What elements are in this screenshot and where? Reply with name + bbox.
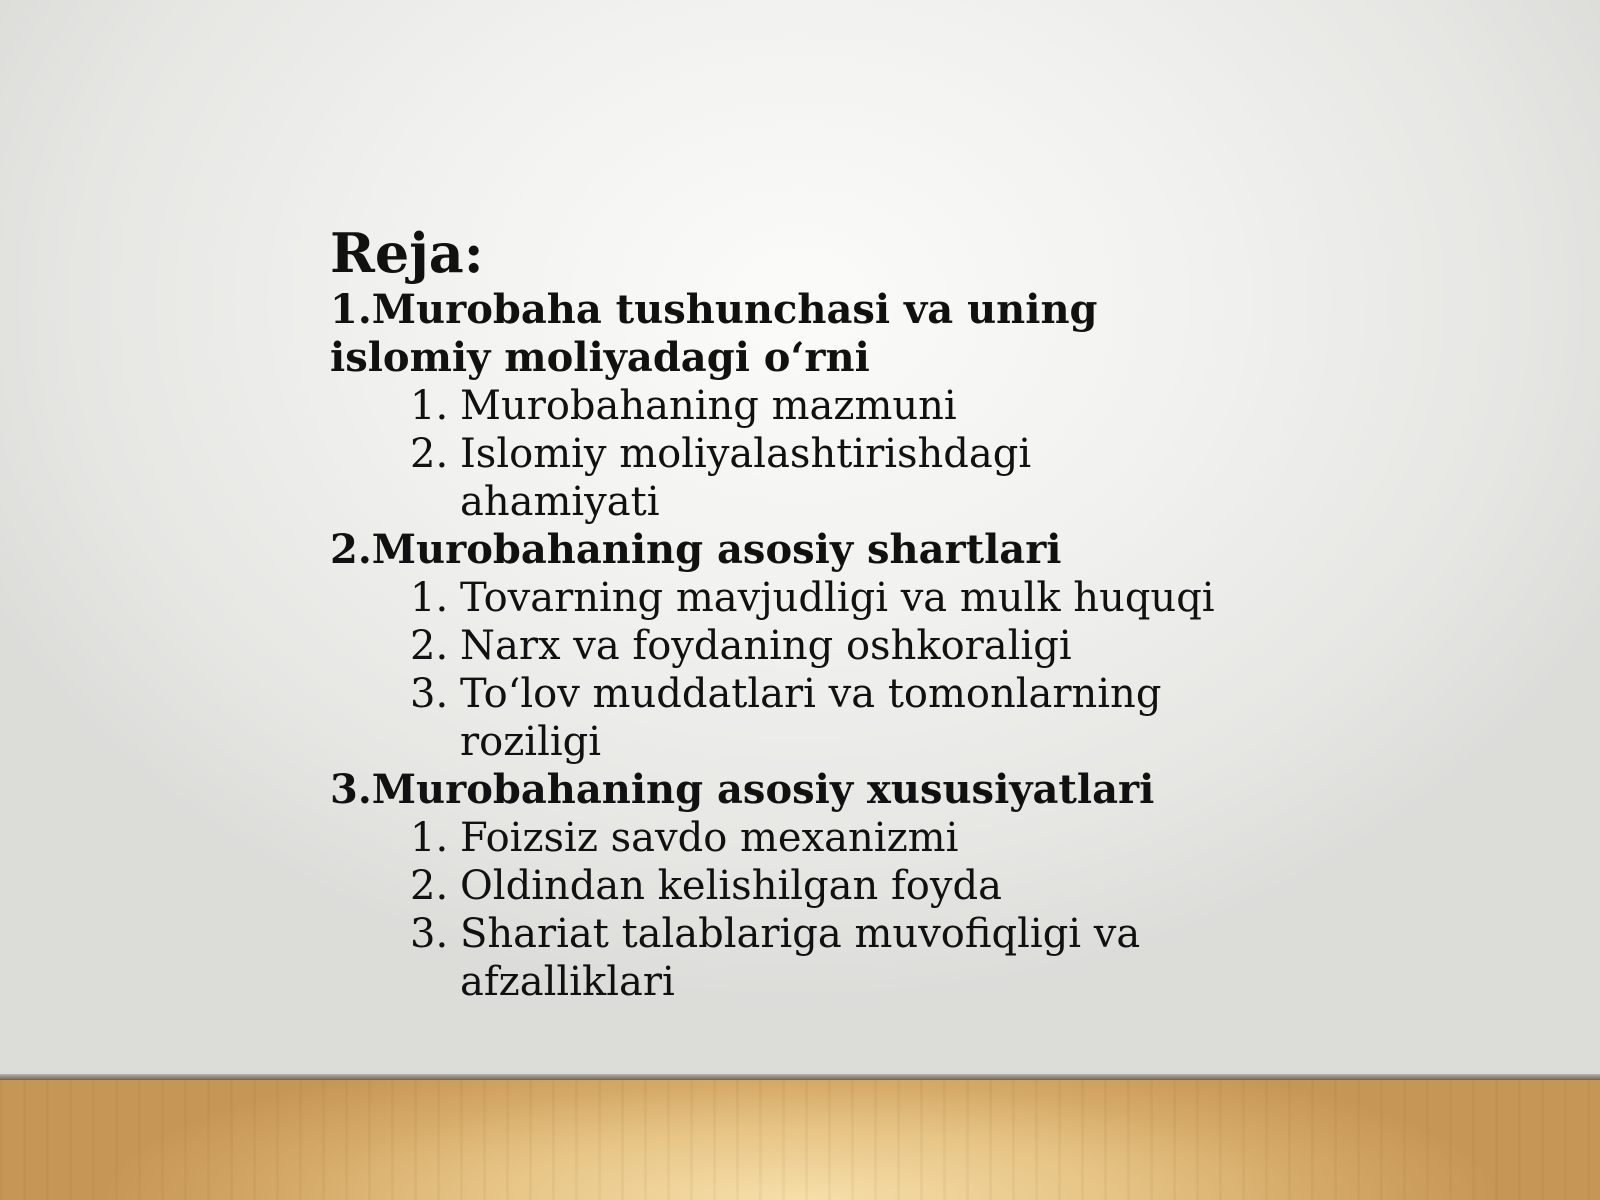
sub-list [330, 814, 1230, 1006]
item-number: 1. [410, 383, 449, 429]
section-heading: 3.Murobahaning asosiy xususiyatlari [330, 766, 1155, 813]
item-text: Tovarning mavjudligi va mulk huquqi [460, 575, 1215, 621]
item-text: To‘lov muddatlari va tomonlarning roziligi [460, 671, 1162, 765]
list-item [330, 382, 1230, 430]
item-text: Foizsiz savdo mexanizmi [460, 815, 959, 861]
item-text: Islomiy moliyalashtirishdagi ahamiyati [460, 431, 1032, 525]
item-number: 1. [410, 575, 449, 621]
item-number: 2. [410, 623, 449, 669]
sub-list [330, 574, 1230, 766]
list-item [330, 574, 1230, 622]
item-text: Murobahaning mazmuni [460, 383, 957, 429]
item-number: 2. [410, 431, 449, 477]
section-3 [330, 766, 1230, 1006]
section-heading: 2.Murobahaning asosiy shartlari [330, 526, 1062, 573]
item-text: Shariat talablariga muvofiqligi va afzalliklari [460, 911, 1141, 1005]
section-2 [330, 526, 1230, 766]
item-number: 3. [410, 671, 449, 717]
list-item [330, 814, 1230, 862]
list-item [330, 670, 1230, 766]
wood-floor-background [0, 1080, 1600, 1200]
slide-content [330, 222, 1230, 1006]
section-heading: 1.Murobaha tushunchasi va uning islomiy moliyadagi o‘rni [330, 286, 1098, 381]
sub-list [330, 382, 1230, 526]
item-text: Narx va foydaning oshkoraligi [460, 623, 1072, 669]
item-number: 2. [410, 863, 449, 909]
item-text: Oldindan kelishilgan foyda [460, 863, 1002, 909]
slide-title: Reja: [330, 221, 484, 285]
list-item [330, 430, 1230, 526]
item-number: 1. [410, 815, 449, 861]
item-number: 3. [410, 911, 449, 957]
list-item [330, 622, 1230, 670]
list-item [330, 910, 1230, 1006]
section-1 [330, 286, 1230, 526]
list-item [330, 862, 1230, 910]
